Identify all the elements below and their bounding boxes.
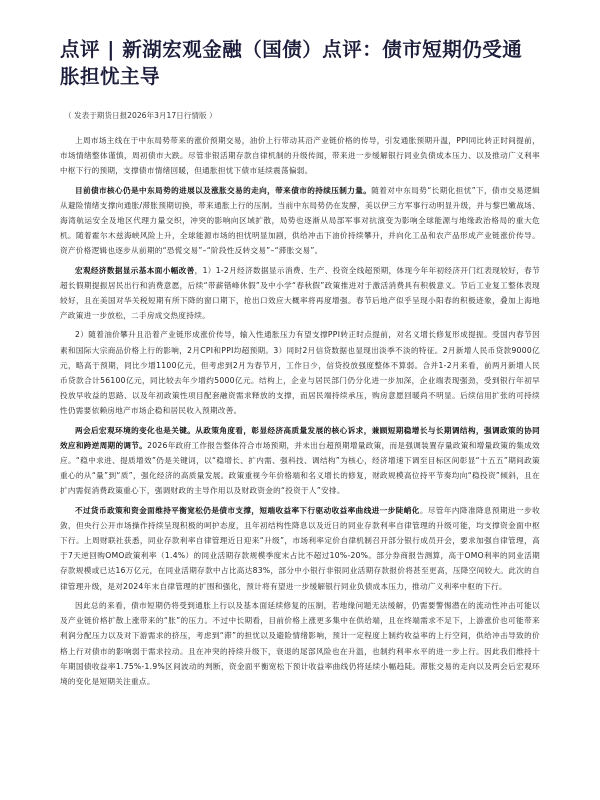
- publication-note: （ 发表于期货日报2026年3月17日行情版 ）: [64, 111, 217, 120]
- paragraph-inflation-credit: [60, 327, 540, 418]
- paragraph-conclusion: [60, 598, 540, 689]
- paragraph-monetary-policy-lead: 不过货币政策和资金面维持平衡宽松仍是债市支撑，短端收益率下行驱动收益率曲线进一步陡峭化: [75, 505, 420, 515]
- paragraph-two-sessions-text: 2026年政府工作报告整体符合市场预期，并未出台超预期增量政策，而是强调装置存量政策和增量政策的集成效应。“稳中求进、提质增效”仍是关键词，以“稳增长、扩内需、强科技、调结构”为核心，经济增速下调至目标区间彰显“十五五”期间政策重心的从“量”到“质”，强化经济的高质量发展。政策重视今年价格端和名义增长的修复，财政规模高位持平节奏均向“稳投资”倾斜，且在扩内需促消费政策重心下，强调财政的主导作用以及财政资金的“投资于人”安排。: [60, 440, 540, 496]
- paragraph-two-sessions: [60, 423, 540, 499]
- paragraph-middle-east-lead: 目前债市核心仍是中东局势的进展以及涨胀交易的走向，带来债市的持续压制力量。: [75, 185, 372, 195]
- paragraph-monetary-policy: [60, 503, 540, 594]
- paragraph-two-sessions-lead: 两会后宏观环境的变化也是关键。从政策角度看，彰显经济高质量发展的核心诉求，兼顾短期稳增长与长期调结构，强调政策的协同效应和跨逆周期的调节。: [60, 425, 540, 450]
- paragraph-macro-data-lead: 宏观经济数据显示基本面小幅改善: [75, 265, 195, 275]
- paragraph-monetary-policy-text: 。尽管年内降准降息预期进一步收敛，但央行公开市场操作持续呈现积极的呵护态度，且年初结构性降息以及近日的同业存款利率自律管理的升级可能，均支撑资金面中枢下行。上周财联社获悉，同业存款利率自律管理近日迎来“升级”，市场利率定价自律机制召开部分银行成员开会，要求加强自律管理，高于7天逆回购OMO政策利率（1.4%）的同业活期存款规模季度末占比不超过10%-20%。部分券商报告测算，高于OMO利率的同业活期存款规模或已达16万亿元，在同业活期存款中占比高达83%，部分中小银行非银同业活期存款报价将甚至更高，压降空间较大。此次的自律管理升级，是对2024年末自律管理的扩围和强化，预计将有望进一步缓解银行同业负债成本压力，推动广义利率中枢的下行。: [60, 505, 540, 591]
- paragraph-middle-east: [60, 183, 540, 259]
- paragraph-middle-east-text: 随着对中东局势“长期化担忧”下，债市交易逻辑从避险情绪支撑向通胀/滞胀预期切换，带来通胀上行的压制。当前中东局势仍在发酵，美以伊三方军事行动明显升级，并与黎巴嫩战场、海湾航运安全及地区代理力量交织，冲突的影响向区域扩散，局势也逐渐从局部军事对抗演变为影响全球能源与地缘政治格局的重大危机。随着霍尔木兹海峡风险上升，全球能源市场的担忧明显加剧，供给冲击下油价持续攀升，并向化工品和农产品形成产业链涨价传导。资产价格逻辑也逐步从前期的“恐慌交易”–“阶段性反转交易”–“滞胀交易”。: [60, 185, 540, 256]
- paragraph-macro-data: [60, 263, 540, 324]
- paragraph-conclusion-text: 因此总的来看，债市短期仍将受到通胀上行以及基本面延续修复的压制，若地缘问题无法缓解，仍需要警惕潜在的流动性冲击可能以及产业链价格扩散上涨带来的“胀”的压力。不过中长期看，目前价格上涨更多集中在供给端，且在终端需求不足下，上游涨价也可能带来利润分配压力以及对下游需求的挤压，考虑到“滞”的担忧以及避险情绪影响，预计一定程度上制约收益率的上行空间，供给冲击导致的价格上行对债市的影响弱于需求拉动。且在冲突的持续升级下，衰退的尾部风险也在升温，也制约利率水平的进一步上行。因此我们维持十年期国债收益率1.75%-1.9%区间波动的判断，资金面平衡宽松下预计收益率曲线仍将延续小幅趋陡。滞胀交易的走向以及两会后宏观环境的变化是短期关注重点。: [60, 600, 540, 686]
- paragraph-intro-text: 上周市场主线在于中东局势带来的涨价预期交易，油价上行带动其沿产业链价格的传导，引发通胀预期升温，PPI同比转正时间提前，市场情绪整体谨慎，周初债市大跌。尽管非银活期存款自律机制的升级传闻，带来进一步缓解银行同业负债成本压力、以及推动广义利率中枢下行的预期，支撑债市情绪回暖，但通胀担忧下债市延续震荡偏弱。: [60, 136, 540, 176]
- document-title: 点评 | 新湖宏观金融（国债）点评：债市短期仍受通胀担忧主导: [60, 38, 523, 88]
- paragraph-intro: [60, 133, 540, 179]
- paragraph-inflation-credit-text: 2）随着油价攀升且沿着产业链形成涨价传导，输入性通胀压力有望支撑PPI转正时点提前，对名义增长修复形成提振。受国内春节因素和国际大宗商品价格上行的影响，2月CPI和PPI均超预期。3）同时2月信贷数据也显现出淡季不淡的特征。2月新增人民币贷款9000亿元，略高于预期，同比少增1100亿元，但考虑到2月为春节月，工作日少，信贷投放强度整体不算弱。合并1-2月来看，前两月新增人民币贷款合计56100亿元，同比较去年少增约5000亿元。结构上，企业与居民部门仍分化进一步加深，企业端表现强劲，受到银行年初早投放早收益的思路、以及年初政策性项目配套融资需求释放的支撑，而居民端持续承压，购房意愿回暖尚不明显。后续信用扩张的可持续性仍需要依赖房地产市场企稳和居民收入预期改善。: [60, 330, 540, 416]
- paragraph-macro-data-text: ，1）1-2月经济数据显示消费、生产、投资全线超预期，体现今年年初经济开门红表现较好，春节超长假期提振居民出行和消费意愿，后续“带薪错峰休假”及中小学“春秋假”政策推进对于激活消费具有积极意义。节后工业复工整体表现较好，且在美国对华关税短期有所下降的窗口期下，抢出口效应大概率将再度增强。春节后地产似乎呈现小阳春的积极迹象，叠加上海地产政策进一步放松，二手房成交热度持续。: [60, 265, 540, 321]
